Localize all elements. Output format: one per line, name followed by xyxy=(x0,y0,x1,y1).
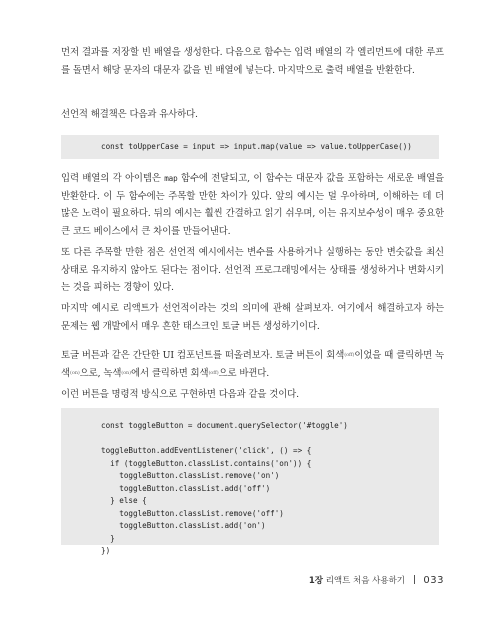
inline-code-map: map xyxy=(164,174,178,183)
code-text-touppercase: const toUpperCase = input => input.map(value => value.toUpperCase()) xyxy=(101,142,412,151)
paragraph-toggle-intro: 마지막 예시로 리액트가 선언적이라는 것의 의미에 관해 살펴보자. 여기에서 해결하고자 하는 문제는 웹 개발에서 매우 흔한 태스크인 토글 버튼 생성하기이다. xyxy=(61,303,444,332)
toggle-text-e: 으로 바뀐다. xyxy=(218,367,270,379)
paragraph-map-text-a: 입력 배열의 각 아이템은 xyxy=(61,173,165,184)
paragraph-toggle-behavior xyxy=(61,347,444,382)
paragraph-map-explanation xyxy=(61,170,444,240)
footer-chapter-title: 리액트 처음 사용하기 xyxy=(325,576,405,586)
toggle-text-b: 이었을 때 클릭하면 녹색 xyxy=(61,350,445,379)
code-block-toggle-button xyxy=(61,408,439,555)
footer-page-number: 033 xyxy=(423,575,444,586)
code-block-touppercase xyxy=(61,135,439,159)
footer-divider xyxy=(414,575,415,584)
toggle-text-c: 으로, 녹색 xyxy=(79,367,122,379)
paragraph-state-note: 또 다른 주목할 만한 점은 선언적 예시에서는 변수를 사용하거나 실행하는 동안 변숫값을 최신 상태로 유지하지 않아도 된다는 점이다. 선언적 프로그래밍에서는 상태를 생성하거나 변화시키는 것을 피하는 경향이 있다. xyxy=(61,247,444,294)
annotation-off-1: (off) xyxy=(344,352,355,358)
annotation-on-1: (on) xyxy=(69,369,80,376)
annotation-on-2: (on) xyxy=(121,369,132,376)
annotation-off-2: (off) xyxy=(208,369,219,376)
paragraph-imperative-impl-intro: 이런 버튼을 명령적 방식으로 구현하면 다음과 같을 것이다. xyxy=(61,389,299,400)
toggle-text-d: 에서 클릭하면 회색 xyxy=(131,367,209,379)
code-text-toggle-button: const toggleButton = document.querySelector('#toggle') toggleButton.addEventListener('click', () => { if (toggleButton.classList.contains('on')) { toggleButton.classList.remove('on') toggleButton.classList.add('off') } else { toggleButton.classList.remove('off') toggleButton.classList.add('on') } }) xyxy=(101,421,348,555)
page-footer xyxy=(309,574,444,586)
footer-chapter: 1장 xyxy=(308,576,323,586)
toggle-text-a: 토글 버튼과 같은 간단한 UI 컴포넌트를 떠올려보자. 토글 버튼이 회색 xyxy=(61,350,345,361)
paragraph-map-text-b: 함수에 전달되고, 이 함수는 대문자 값을 포함하는 새로운 배열을 반환한다. 이 두 함수에는 주목할 만한 차이가 있다. 앞의 예시는 덜 우아하며, 이해하는 데 더 많은 노력이 필요하다. 뒤의 예시는 훨씬 간결하고 읽기 쉬우며, 이는 유지보수성이 매우 중요한 큰 코드 베이스에서 큰 차이를 만들어낸다. xyxy=(61,173,444,237)
paragraph-imperative-explanation: 먼저 결과를 저장할 빈 배열을 생성한다. 다음으로 함수는 입력 배열의 각 엘리먼트에 대한 루프를 돌면서 해당 문자의 대문자 값을 빈 배열에 넣는다. 마지막으로 출력 배열을 반환한다. xyxy=(61,47,444,76)
paragraph-declarative-intro: 선언적 해결책은 다음과 유사하다. xyxy=(61,109,198,120)
